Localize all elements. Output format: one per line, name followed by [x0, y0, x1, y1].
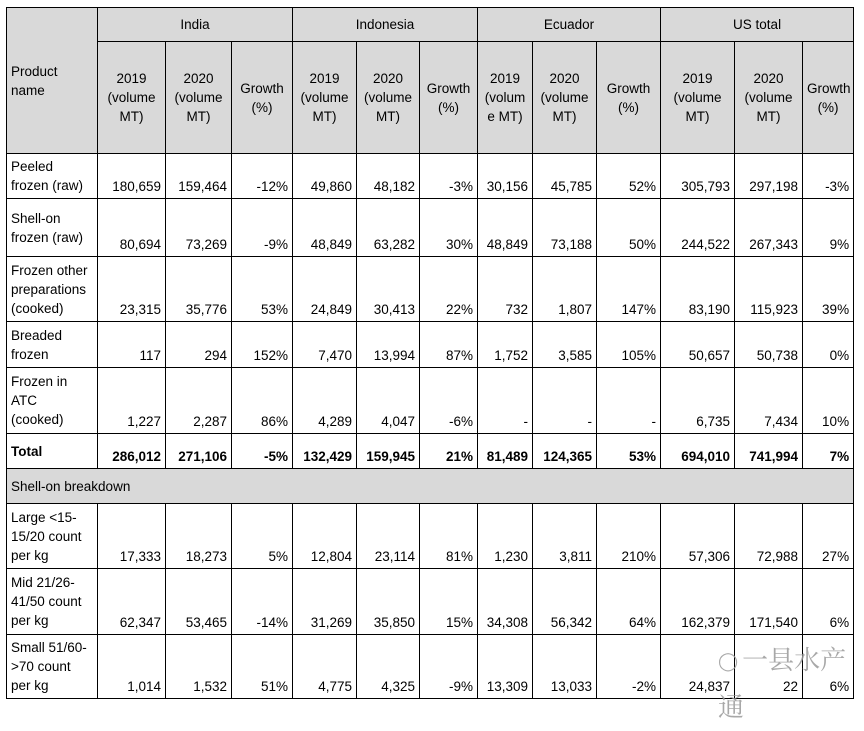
table-cell: 24,849 — [293, 257, 357, 322]
table-cell: 105% — [597, 322, 661, 368]
table-cell: 305,793 — [661, 154, 735, 199]
table-cell: 35,776 — [166, 257, 232, 322]
table-cell: 13,309 — [478, 635, 533, 699]
table-cell: 297,198 — [735, 154, 803, 199]
table-cell: -5% — [232, 434, 293, 469]
table-cell: 87% — [420, 322, 478, 368]
table-cell: 162,379 — [661, 569, 735, 635]
table-cell: 72,988 — [735, 504, 803, 569]
table-cell: 171,540 — [735, 569, 803, 635]
subcolumn-header: 2020 (volume MT) — [735, 42, 803, 154]
table-cell: 24,837 — [661, 635, 735, 699]
table-cell: -12% — [232, 154, 293, 199]
table-cell: 732 — [478, 257, 533, 322]
table-cell: 23,114 — [357, 504, 420, 569]
table-cell: 81% — [420, 504, 478, 569]
row-label: Frozen other preparations (cooked) — [7, 257, 98, 322]
row-label: Frozen in ATC (cooked) — [7, 368, 98, 434]
row-label: Peeled frozen (raw) — [7, 154, 98, 199]
table-cell: 159,464 — [166, 154, 232, 199]
table-cell: 5% — [232, 504, 293, 569]
table-cell: 0% — [803, 322, 854, 368]
table-cell: 10% — [803, 368, 854, 434]
table-cell: 9% — [803, 199, 854, 257]
table-cell: - — [533, 368, 597, 434]
table-cell: 30,413 — [357, 257, 420, 322]
table-cell: 53,465 — [166, 569, 232, 635]
total-row — [7, 434, 854, 469]
table-cell: 48,182 — [357, 154, 420, 199]
table-cell: 23,315 — [98, 257, 166, 322]
row-label: Total — [7, 434, 98, 469]
row-label: Large <15-15/20 count per kg — [7, 504, 98, 569]
table-cell: 117 — [98, 322, 166, 368]
table-cell: 4,775 — [293, 635, 357, 699]
table-cell: 45,785 — [533, 154, 597, 199]
table-cell: 132,429 — [293, 434, 357, 469]
table-cell: 81,489 — [478, 434, 533, 469]
table-cell: 21% — [420, 434, 478, 469]
shrimp-volume-table — [6, 7, 854, 699]
table-cell: 13,994 — [357, 322, 420, 368]
table-cell: 267,343 — [735, 199, 803, 257]
table-row — [7, 199, 854, 257]
table-cell: 52% — [597, 154, 661, 199]
table-cell: 15% — [420, 569, 478, 635]
table-cell: 30,156 — [478, 154, 533, 199]
table-cell: 4,289 — [293, 368, 357, 434]
header-group-row — [7, 8, 854, 42]
row-label: Breaded frozen — [7, 322, 98, 368]
table-cell: 12,804 — [293, 504, 357, 569]
table-cell: 73,188 — [533, 199, 597, 257]
table-cell: 50,738 — [735, 322, 803, 368]
header-subcolumn-row — [7, 42, 854, 154]
table-cell: 7,470 — [293, 322, 357, 368]
table-cell: 244,522 — [661, 199, 735, 257]
group-header-ecuador: Ecuador — [478, 8, 661, 42]
subcolumn-header: 2020 (volume MT) — [533, 42, 597, 154]
table-cell: 271,106 — [166, 434, 232, 469]
breakdown-row — [7, 504, 854, 569]
table-cell: 64% — [597, 569, 661, 635]
subcolumn-header: 2019 (volume MT) — [98, 42, 166, 154]
table-cell: 1,014 — [98, 635, 166, 699]
table-cell: 694,010 — [661, 434, 735, 469]
table-cell: 50% — [597, 199, 661, 257]
wechat-icon: ◯ — [718, 650, 739, 672]
table-row — [7, 154, 854, 199]
table-row — [7, 322, 854, 368]
table-cell: -3% — [420, 154, 478, 199]
table-cell: -2% — [597, 635, 661, 699]
table-cell: 294 — [166, 322, 232, 368]
table-cell: 124,365 — [533, 434, 597, 469]
table-cell: 22% — [420, 257, 478, 322]
table-row — [7, 368, 854, 434]
subcolumn-header: 2020 (volume MT) — [166, 42, 232, 154]
group-header-us-total: US total — [661, 8, 854, 42]
table-cell: 2,287 — [166, 368, 232, 434]
table-cell: 53% — [232, 257, 293, 322]
table-cell: 63,282 — [357, 199, 420, 257]
table-cell: 115,923 — [735, 257, 803, 322]
table-cell: - — [478, 368, 533, 434]
table-cell: 159,945 — [357, 434, 420, 469]
table-cell: 49,860 — [293, 154, 357, 199]
table-cell: 34,308 — [478, 569, 533, 635]
table-cell: -14% — [232, 569, 293, 635]
table-cell: 7,434 — [735, 368, 803, 434]
subcolumn-header: 2019 (volume MT) — [661, 42, 735, 154]
table-cell: - — [597, 368, 661, 434]
subcolumn-header: Growth (%) — [232, 42, 293, 154]
table-cell: 39% — [803, 257, 854, 322]
table-cell: 73,269 — [166, 199, 232, 257]
table-cell: 4,325 — [357, 635, 420, 699]
table-cell: 180,659 — [98, 154, 166, 199]
table-row — [7, 257, 854, 322]
table-cell: 18,273 — [166, 504, 232, 569]
table-cell: 50,657 — [661, 322, 735, 368]
subcolumn-header: 2019 (volum e MT) — [478, 42, 533, 154]
table-cell: 1,807 — [533, 257, 597, 322]
table-cell: 17,333 — [98, 504, 166, 569]
table-cell: 286,012 — [98, 434, 166, 469]
table-cell: 1,752 — [478, 322, 533, 368]
table-cell: -3% — [803, 154, 854, 199]
table-cell: 1,230 — [478, 504, 533, 569]
table-cell: 56,342 — [533, 569, 597, 635]
table-cell: 80,694 — [98, 199, 166, 257]
row-label: Mid 21/26-41/50 count per kg — [7, 569, 98, 635]
table-cell: -6% — [420, 368, 478, 434]
table-cell: 48,849 — [293, 199, 357, 257]
table-cell: 6,735 — [661, 368, 735, 434]
table-cell: 30% — [420, 199, 478, 257]
table-cell: 6% — [803, 635, 854, 699]
table-cell: 147% — [597, 257, 661, 322]
table-cell: 210% — [597, 504, 661, 569]
table-cell: 48,849 — [478, 199, 533, 257]
subcolumn-header: Growth (%) — [597, 42, 661, 154]
section-row — [7, 469, 854, 504]
watermark-text: 一县水产通 — [718, 646, 847, 723]
table-cell: 31,269 — [293, 569, 357, 635]
table-cell: 22 — [735, 635, 803, 699]
table-cell: 35,850 — [357, 569, 420, 635]
product-name-header: Product name — [7, 8, 98, 154]
row-label: Shell-on frozen (raw) — [7, 199, 98, 257]
subcolumn-header: Growth (%) — [803, 42, 854, 154]
table-cell: 741,994 — [735, 434, 803, 469]
row-label: Small 51/60->70 count per kg — [7, 635, 98, 699]
subcolumn-header: 2019 (volume MT) — [293, 42, 357, 154]
subcolumn-header: Growth (%) — [420, 42, 478, 154]
table-cell: 3,585 — [533, 322, 597, 368]
table-cell: 4,047 — [357, 368, 420, 434]
table-cell: 27% — [803, 504, 854, 569]
table-cell: 62,347 — [98, 569, 166, 635]
group-header-indonesia: Indonesia — [293, 8, 478, 42]
table-cell: -9% — [420, 635, 478, 699]
subcolumn-header: 2020 (volume MT) — [357, 42, 420, 154]
breakdown-row — [7, 569, 854, 635]
table-cell: 7% — [803, 434, 854, 469]
section-title: Shell-on breakdown — [7, 469, 854, 504]
group-header-india: India — [98, 8, 293, 42]
table-cell: 1,227 — [98, 368, 166, 434]
table-cell: 53% — [597, 434, 661, 469]
table-cell: 86% — [232, 368, 293, 434]
table-cell: 6% — [803, 569, 854, 635]
table-cell: 152% — [232, 322, 293, 368]
table-cell: 51% — [232, 635, 293, 699]
table-cell: -9% — [232, 199, 293, 257]
table-cell: 13,033 — [533, 635, 597, 699]
table-cell: 83,190 — [661, 257, 735, 322]
table-cell: 57,306 — [661, 504, 735, 569]
table-cell: 1,532 — [166, 635, 232, 699]
table-cell: 3,811 — [533, 504, 597, 569]
